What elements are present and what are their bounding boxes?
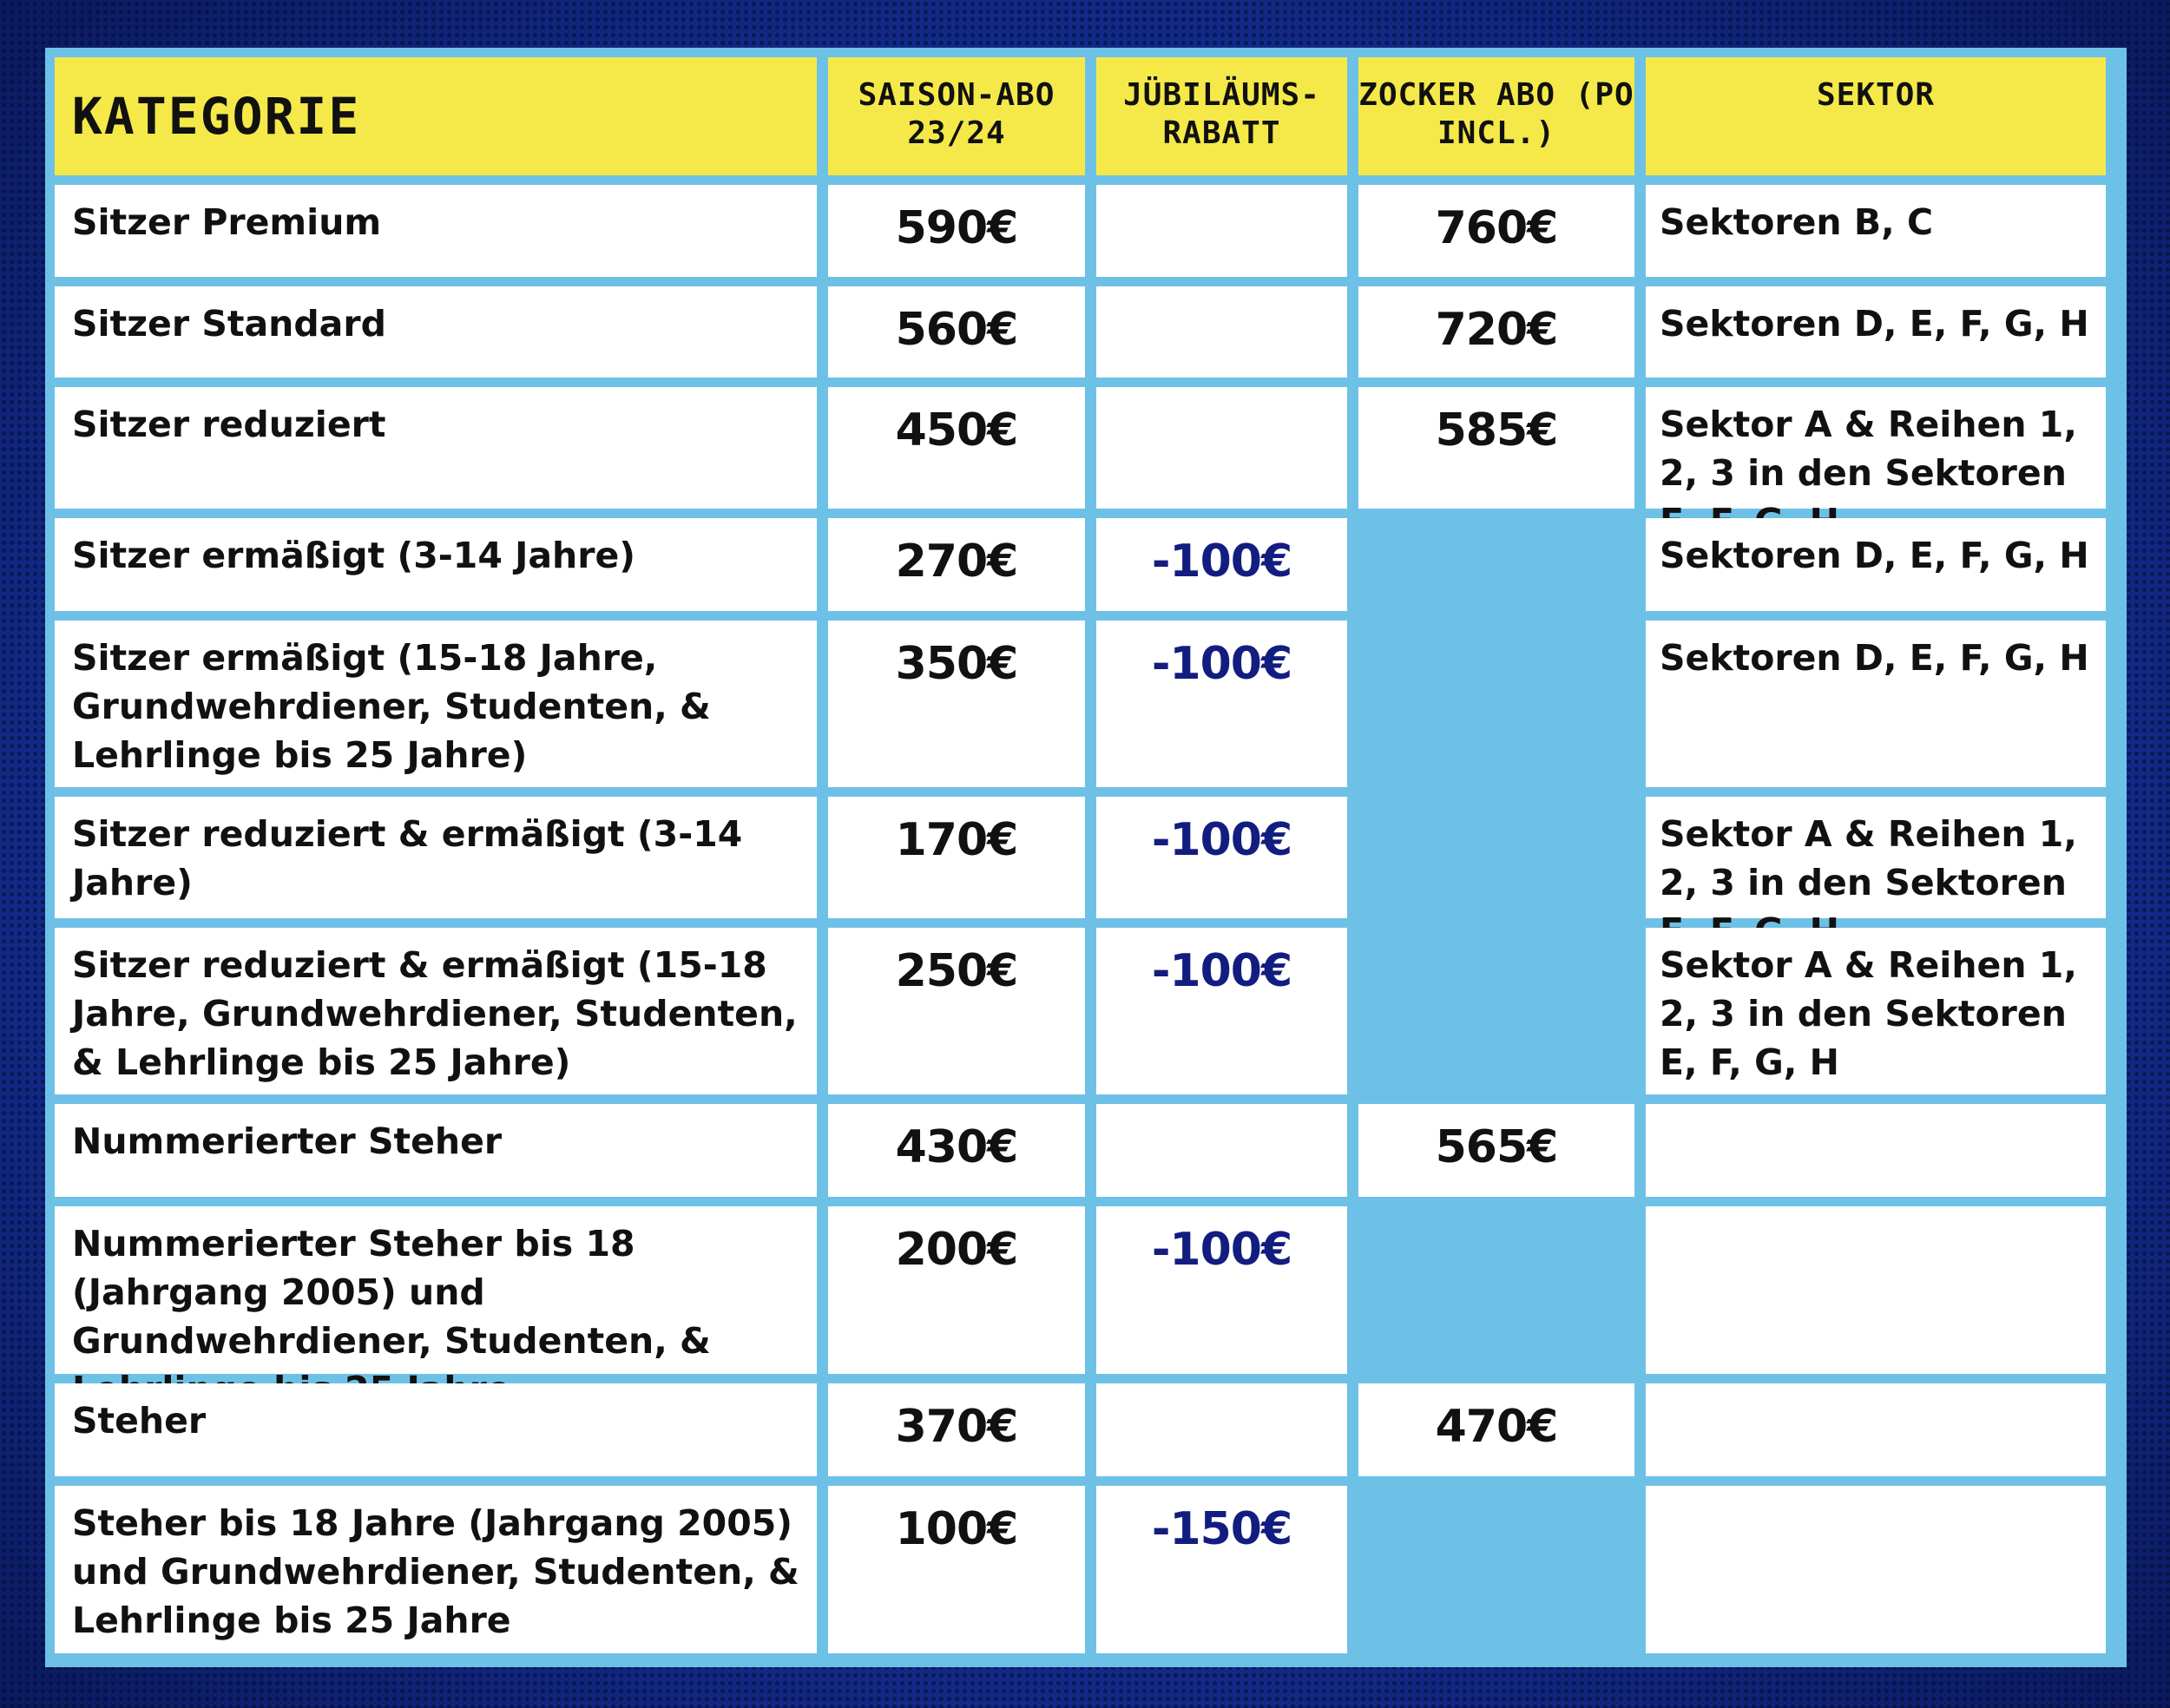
sektor-cell bbox=[1646, 1486, 2106, 1653]
saison-abo-price: 270€ bbox=[828, 518, 1085, 611]
jubilaeums-rabatt-value: -100€ bbox=[1096, 621, 1347, 787]
jubilaeums-rabatt-value bbox=[1096, 387, 1347, 509]
saison-abo-price: 590€ bbox=[828, 185, 1085, 277]
category-cell: Nummerierter Steher bis 18 (Jahrgang 2005) und Grundwehrdiener, Studenten, & bbox=[55, 1206, 817, 1374]
jubilaeums-rabatt-value bbox=[1096, 286, 1347, 378]
category-cell: Nummerierter Steher bbox=[55, 1104, 817, 1197]
category-cell: Sitzer ermäßigt (15-18 Jahre, Grundwehrdiener, Studenten, & Lehrlinge bis 25 Jahre) bbox=[55, 621, 817, 787]
header-sektor: SEKTOR bbox=[1646, 57, 2106, 175]
zocker-abo-empty-cell bbox=[1358, 621, 1634, 787]
category-cell: Steher bis 18 Jahre (Jahrgang 2005) und Grundwehrdiener, Studenten, & Lehrlinge bis 25 Jahre bbox=[55, 1486, 817, 1653]
zocker-abo-empty-cell bbox=[1358, 928, 1634, 1094]
zocker-abo-price: 585€ bbox=[1358, 387, 1634, 509]
sektor-cell: Sektor A & Reihen 1, 2, 3 in den Sektoren E, F, G, H bbox=[1646, 928, 2106, 1094]
saison-abo-price: 100€ bbox=[828, 1486, 1085, 1653]
category-cell: Sitzer ermäßigt (3-14 Jahre) bbox=[55, 518, 817, 611]
saison-abo-price: 430€ bbox=[828, 1104, 1085, 1197]
zocker-abo-price: 565€ bbox=[1358, 1104, 1634, 1197]
zocker-abo-empty-cell bbox=[1358, 1206, 1634, 1374]
zocker-abo-empty-cell bbox=[1358, 1486, 1634, 1653]
price-table bbox=[45, 48, 2127, 1667]
header-kategorie: KATEGORIE bbox=[55, 57, 817, 175]
category-cell: Sitzer Premium bbox=[55, 185, 817, 277]
zocker-abo-price: 470€ bbox=[1358, 1383, 1634, 1476]
jubilaeums-rabatt-value: -100€ bbox=[1096, 928, 1347, 1094]
price-table-grid bbox=[55, 57, 2106, 1653]
saison-abo-price: 370€ bbox=[828, 1383, 1085, 1476]
sektor-cell bbox=[1646, 1383, 2106, 1476]
category-cell: Sitzer Standard bbox=[55, 286, 817, 378]
zocker-abo-empty-cell bbox=[1358, 518, 1634, 611]
sektor-cell: Sektoren B, C bbox=[1646, 185, 2106, 277]
sektor-cell: Sektor A & Reihen 1, 2, 3 in den Sektoren bbox=[1646, 387, 2106, 509]
header-zocker-abo: ZOCKER ABO (PO INCL.) bbox=[1358, 57, 1634, 175]
saison-abo-price: 200€ bbox=[828, 1206, 1085, 1374]
saison-abo-price: 170€ bbox=[828, 797, 1085, 918]
zocker-abo-empty-cell bbox=[1358, 797, 1634, 918]
zocker-abo-price: 760€ bbox=[1358, 185, 1634, 277]
jubilaeums-rabatt-value bbox=[1096, 1383, 1347, 1476]
jubilaeums-rabatt-value: -150€ bbox=[1096, 1486, 1347, 1653]
sektor-cell: Sektoren D, E, F, G, H bbox=[1646, 621, 2106, 787]
sektor-cell: Sektoren D, E, F, G, H bbox=[1646, 518, 2106, 611]
saison-abo-price: 560€ bbox=[828, 286, 1085, 378]
category-cell: Sitzer reduziert & ermäßigt (3-14 Jahre) bbox=[55, 797, 817, 918]
jubilaeums-rabatt-value: -100€ bbox=[1096, 1206, 1347, 1374]
saison-abo-price: 450€ bbox=[828, 387, 1085, 509]
zocker-abo-price: 720€ bbox=[1358, 286, 1634, 378]
header-saison-abo: SAISON-ABO 23/24 bbox=[828, 57, 1085, 175]
category-cell: Steher bbox=[55, 1383, 817, 1476]
jubilaeums-rabatt-value bbox=[1096, 185, 1347, 277]
jubilaeums-rabatt-value: -100€ bbox=[1096, 797, 1347, 918]
saison-abo-price: 350€ bbox=[828, 621, 1085, 787]
header-jubilaeums-rabatt: JÜBILÄUMS-RABATT bbox=[1096, 57, 1347, 175]
sektor-cell: Sektor A & Reihen 1, 2, 3 in den Sektoren bbox=[1646, 797, 2106, 918]
category-cell: Sitzer reduziert & ermäßigt (15-18 Jahre, Grundwehrdiener, Studenten, & Lehrlinge bis 25 Jahre) bbox=[55, 928, 817, 1094]
sektor-cell: Sektoren D, E, F, G, H bbox=[1646, 286, 2106, 378]
saison-abo-price: 250€ bbox=[828, 928, 1085, 1094]
jubilaeums-rabatt-value bbox=[1096, 1104, 1347, 1197]
jubilaeums-rabatt-value: -100€ bbox=[1096, 518, 1347, 611]
sektor-cell bbox=[1646, 1104, 2106, 1197]
category-cell: Sitzer reduziert bbox=[55, 387, 817, 509]
sektor-cell bbox=[1646, 1206, 2106, 1374]
